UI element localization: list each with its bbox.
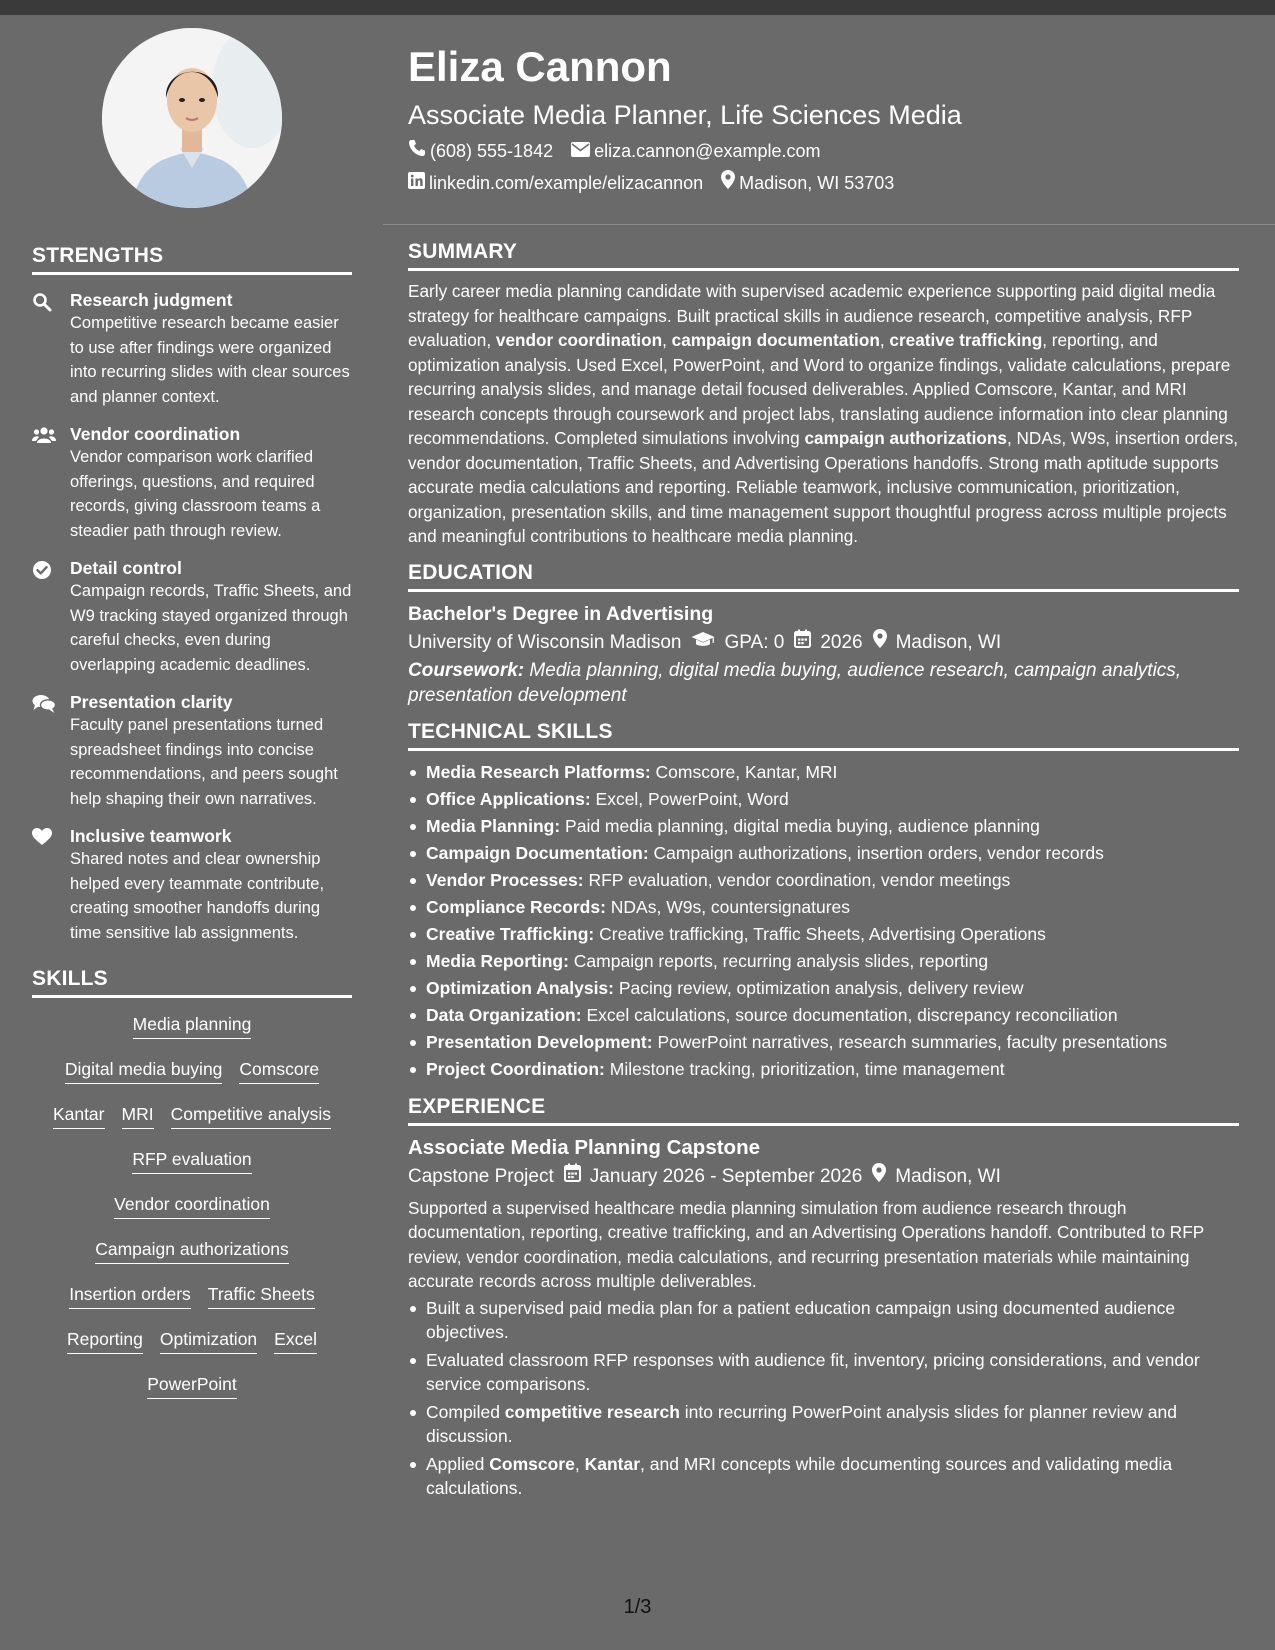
experience-org: Capstone Project <box>408 1165 554 1187</box>
education-section <box>408 561 1239 708</box>
text-segment: Applied <box>426 1453 490 1474</box>
summary-text <box>408 279 1239 549</box>
experience-title: Associate Media Planning Capstone <box>408 1135 760 1159</box>
skill-tag: Competitive analysis <box>171 1103 331 1129</box>
technical-skill-item <box>408 1056 1239 1083</box>
phone-icon <box>408 138 426 164</box>
strength-title: Presentation clarity <box>70 692 233 712</box>
edu-location-item <box>873 628 1002 658</box>
text-segment: Early career media planning candidate with supervised academic experience supporting paid digital media strategy for healthcare campaigns. Built practical skills in audience research, competitive analysis, RFP evaluation, <box>408 281 1216 350</box>
text-segment: , <box>574 1453 585 1474</box>
text-segment: , and MRI concepts while documenting sources and validating media calculations. <box>426 1453 1173 1498</box>
technical-skills-list <box>408 759 1239 1083</box>
skill-row <box>32 1141 352 1186</box>
experience-location: Madison, WI <box>895 1165 1001 1187</box>
email-text[interactable]: eliza.cannon@example.com <box>594 141 821 161</box>
skills-heading: SKILLS <box>32 967 352 998</box>
contact-location <box>721 170 894 196</box>
strength-title: Inclusive teamwork <box>70 826 232 846</box>
skill-row <box>32 1006 352 1051</box>
technical-skill-value: Campaign reports, recurring analysis slides, reporting <box>568 950 989 971</box>
summary-heading: SUMMARY <box>408 240 1239 271</box>
skill-tag: Vendor coordination <box>114 1193 270 1219</box>
coursework-text: Media planning, digital media buying, audience research, campaign analytics, presentation development <box>408 659 1182 706</box>
technical-skill-item <box>408 786 1239 813</box>
technical-skill-label: Vendor Processes: <box>426 869 584 890</box>
technical-skill-value: Campaign authorizations, insertion orders, vendor records <box>648 842 1104 863</box>
technical-skill-item <box>408 759 1239 786</box>
strength-text: Faculty panel presentations turned spreadsheet findings into concise recommendations, and peers sought help shaping their own narratives. <box>70 716 338 808</box>
check-circle-icon <box>32 557 70 677</box>
technical-skill-value: Paid media planning, digital media buying, audience planning <box>560 815 1040 836</box>
strength-text: Campaign records, Traffic Sheets, and W9 tracking stayed organized through careful checks, even during overlapping academic deadlines. <box>70 582 352 674</box>
calendar-icon <box>564 1162 581 1192</box>
search-icon <box>32 289 70 409</box>
technical-skill-label: Creative Trafficking: <box>426 923 595 944</box>
technical-skill-label: Presentation Development: <box>426 1031 653 1052</box>
bold-text: creative trafficking <box>889 330 1043 350</box>
map-pin-icon <box>873 628 887 658</box>
skill-row <box>32 1366 352 1411</box>
experience-dates: January 2026 - September 2026 <box>589 1165 863 1187</box>
location-text: Madison, WI 53703 <box>739 173 895 193</box>
technical-skill-item <box>408 840 1239 867</box>
text-segment: , <box>879 330 890 350</box>
users-icon <box>32 423 70 543</box>
text-segment: Evaluated classroom RFP responses with audience fit, inventory, pricing considerations, and vendor service comparisons. <box>426 1349 1200 1394</box>
education-heading: EDUCATION <box>408 561 1239 592</box>
phone-text: (608) 555-1842 <box>430 141 554 161</box>
bold-text: campaign documentation <box>671 330 880 350</box>
technical-skill-label: Media Reporting: <box>426 950 569 971</box>
experience-dates-item <box>564 1162 863 1192</box>
technical-skill-label: Office Applications: <box>426 788 591 809</box>
technical-skill-item <box>408 1029 1239 1056</box>
skill-tag: Reporting <box>67 1328 143 1354</box>
skill-row <box>32 1231 352 1276</box>
linkedin-icon <box>408 170 425 196</box>
technical-skills-section <box>408 720 1239 1083</box>
technical-skill-value: RFP evaluation, vendor coordination, vendor meetings <box>583 869 1011 890</box>
technical-skill-item <box>408 948 1239 975</box>
skill-tag: Digital media buying <box>65 1058 223 1084</box>
skill-row <box>32 1321 352 1366</box>
skill-tag: Comscore <box>239 1058 319 1084</box>
text-segment: , NDAs, W9s, insertion orders, vendor documentation, Traffic Sheets, and Advertising Operations handoffs. Strong math aptitude supports accurate media calculations and reporting. Reliable teamwork, inclusive communication, prioritization, organization, presentation skills, and time management support thoughtful progress across multiple projects and meaningful contributions to healthcare media planning. <box>408 428 1239 546</box>
technical-skill-value: Excel, PowerPoint, Word <box>590 788 789 809</box>
skill-tag: Campaign authorizations <box>95 1238 289 1264</box>
skill-tag: RFP evaluation <box>132 1148 251 1174</box>
skill-tag: Traffic Sheets <box>208 1283 315 1309</box>
technical-skill-value: Comscore, Kantar, MRI <box>650 761 838 782</box>
skill-tag: Optimization <box>160 1328 257 1354</box>
technical-skill-item <box>408 1002 1239 1029</box>
gpa-item <box>691 628 784 658</box>
skill-row <box>32 1186 352 1231</box>
technical-skill-value: Milestone tracking, prioritization, time management <box>604 1058 1005 1079</box>
left-column <box>32 28 352 1411</box>
strength-item <box>32 691 352 811</box>
education-location: Madison, WI <box>895 631 1002 653</box>
experience-bullet <box>408 1452 1239 1501</box>
skill-row <box>32 1096 352 1141</box>
technical-skill-label: Data Organization: <box>426 1004 582 1025</box>
experience-bullet <box>408 1400 1239 1449</box>
skill-tag: Insertion orders <box>69 1283 191 1309</box>
graduation-year: 2026 <box>820 631 863 653</box>
contact-linkedin[interactable] <box>408 170 703 196</box>
strength-item <box>32 423 352 543</box>
year-item <box>794 628 862 658</box>
page-number: 1/3 <box>623 1596 652 1618</box>
technical-skill-item <box>408 894 1239 921</box>
strengths-heading: STRENGTHS <box>32 244 352 275</box>
strength-item <box>32 557 352 677</box>
technical-skill-value: Creative trafficking, Traffic Sheets, Advertising Operations <box>594 923 1046 944</box>
technical-skills-heading: TECHNICAL SKILLS <box>408 720 1239 751</box>
text-segment: Built a supervised paid media plan for a patient education campaign using documented audience objectives. <box>426 1297 1176 1342</box>
technical-skill-label: Optimization Analysis: <box>426 977 614 998</box>
technical-skill-value: PowerPoint narratives, research summaries, faculty presentations <box>652 1031 1168 1052</box>
text-segment: , <box>662 330 672 350</box>
experience-location-item <box>872 1162 1001 1192</box>
candidate-name: Eliza Cannon <box>408 43 672 90</box>
gpa-text: GPA: 0 <box>724 631 785 653</box>
strength-item <box>32 825 352 945</box>
envelope-icon <box>571 138 590 164</box>
strength-text: Competitive research became easier to use after findings were organized into recurring slides with clear sources and planner context. <box>70 314 350 406</box>
experience-bullets <box>408 1296 1239 1501</box>
strength-title: Research judgment <box>70 290 233 310</box>
technical-skill-label: Media Research Platforms: <box>426 761 651 782</box>
skill-tag: Kantar <box>53 1103 105 1129</box>
technical-skill-item <box>408 921 1239 948</box>
map-pin-icon <box>721 170 735 196</box>
graduation-cap-icon <box>691 628 715 658</box>
calendar-icon <box>794 628 811 658</box>
strengths-list <box>32 289 352 945</box>
contact-row <box>408 170 1238 196</box>
resume-header <box>408 42 1238 196</box>
technical-skill-label: Project Coordination: <box>426 1058 605 1079</box>
school-name: University of Wisconsin Madison <box>408 631 682 653</box>
education-meta <box>408 628 1239 658</box>
linkedin-text[interactable]: linkedin.com/example/elizacannon <box>429 173 704 193</box>
bold-text: Comscore <box>489 1453 575 1474</box>
technical-skill-value: Pacing review, optimization analysis, delivery review <box>614 977 1024 998</box>
heart-icon <box>32 825 70 945</box>
right-column <box>408 240 1239 1513</box>
experience-description: Supported a supervised healthcare media planning simulation from audience research through documentation, reporting, creative trafficking, and an Advertising Operations handoff. Contributed to RFP review, vendor coordination, media calculations, and recurring presentation materials while maintaining accurate records across multiple deliverables. <box>408 1197 1204 1291</box>
contact-phone <box>408 138 553 164</box>
skill-tag: Excel <box>274 1328 317 1354</box>
technical-skill-item <box>408 813 1239 840</box>
experience-meta <box>408 1162 1239 1192</box>
coursework <box>408 658 1239 708</box>
bold-text: vendor coordination <box>495 330 663 350</box>
technical-skill-label: Compliance Records: <box>426 896 606 917</box>
strength-text: Shared notes and clear ownership helped every teammate contribute, creating smoother handoffs during time sensitive lab assignments. <box>70 850 325 942</box>
experience-bullet <box>408 1296 1239 1345</box>
bold-text: Kantar <box>584 1453 641 1474</box>
technical-skill-item <box>408 975 1239 1002</box>
experience-section <box>408 1095 1239 1501</box>
top-bar <box>0 0 1275 15</box>
skill-tag: PowerPoint <box>147 1373 237 1399</box>
skill-row <box>32 1276 352 1321</box>
experience-heading: EXPERIENCE <box>408 1095 1239 1126</box>
strength-title: Detail control <box>70 558 182 578</box>
summary-section <box>408 240 1239 549</box>
text-segment: , reporting, and optimization analysis. Used Excel, PowerPoint, and Word to organize findings, validate calculations, prepare recurring analysis slides, and manage detail focused deliverables. Applied Comscore, Kantar, and MRI research concepts through coursework and project labs, translating audience information into clear planning recommendations. Completed simulations involving <box>408 330 1231 448</box>
degree-title: Bachelor's Degree in Advertising <box>408 602 714 625</box>
technical-skill-value: NDAs, W9s, countersignatures <box>605 896 851 917</box>
contact-email[interactable] <box>571 138 820 164</box>
candidate-title: Associate Media Planner, Life Sciences Media <box>408 100 962 130</box>
strength-item <box>32 289 352 409</box>
profile-photo <box>102 28 282 208</box>
technical-skill-label: Media Planning: <box>426 815 561 836</box>
technical-skill-item <box>408 867 1239 894</box>
map-pin-icon <box>872 1162 886 1192</box>
text-segment: into recurring PowerPoint analysis slides for planner review and discussion. <box>426 1401 1177 1446</box>
contact-row <box>408 138 1238 164</box>
experience-bullet <box>408 1348 1239 1397</box>
coursework-label: Coursework: <box>408 659 525 681</box>
skills-tag-cloud <box>32 1006 352 1411</box>
technical-skill-value: Excel calculations, source documentation, discrepancy reconciliation <box>581 1004 1118 1025</box>
skill-tag: Media planning <box>133 1013 252 1039</box>
header-divider <box>383 224 1275 225</box>
bold-text: competitive research <box>504 1401 680 1422</box>
comments-icon <box>32 691 70 811</box>
technical-skill-label: Campaign Documentation: <box>426 842 649 863</box>
bold-text: campaign authorizations <box>804 428 1007 448</box>
text-segment: Compiled <box>426 1401 505 1422</box>
strength-text: Vendor comparison work clarified offerings, questions, and required records, giving classroom teams a steadier path through review. <box>70 448 321 540</box>
skill-tag: MRI <box>122 1103 154 1129</box>
skill-row <box>32 1051 352 1096</box>
strength-title: Vendor coordination <box>70 424 241 444</box>
